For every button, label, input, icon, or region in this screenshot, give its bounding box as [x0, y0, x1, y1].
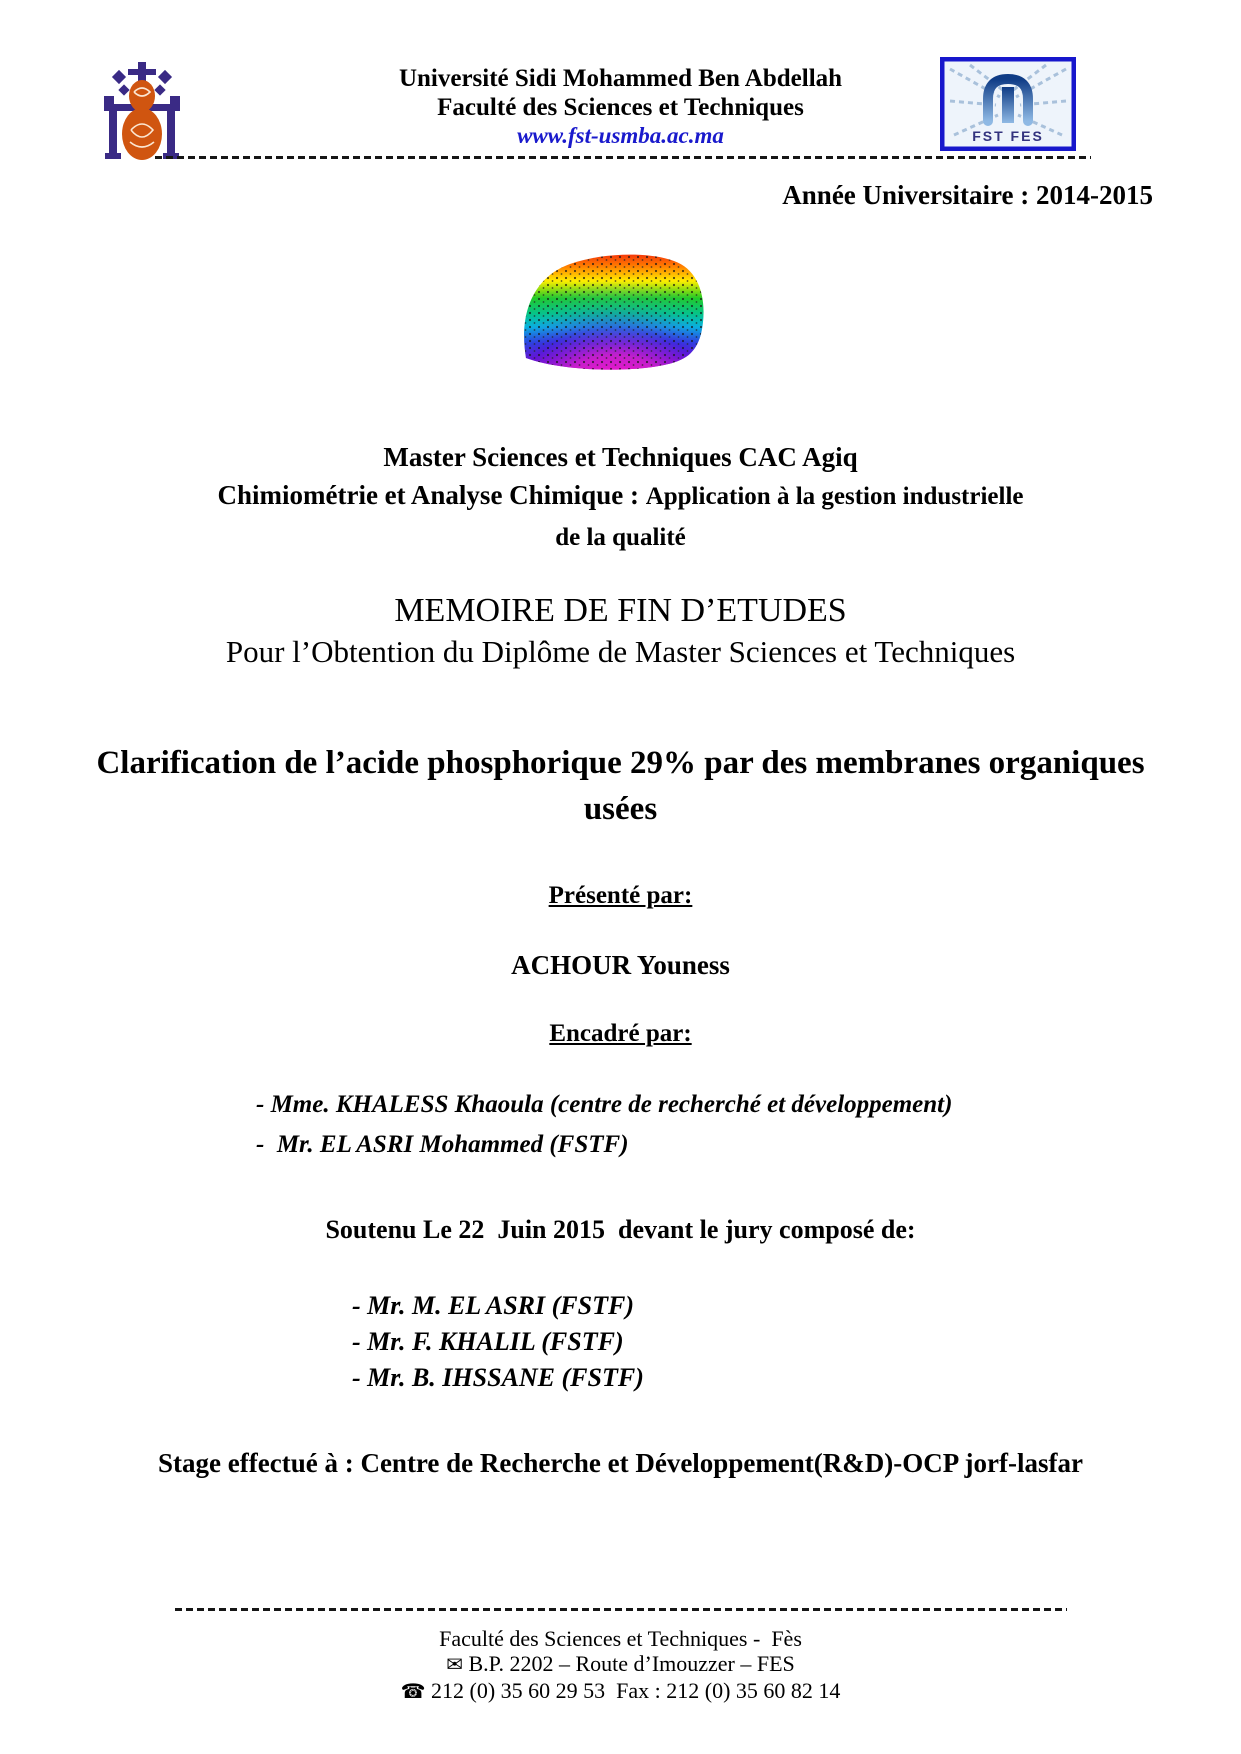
supervisor-item: - Mr. EL ASRI Mohammed (FSTF) — [256, 1131, 629, 1158]
author-name: ACHOUR Youness — [511, 950, 730, 980]
header-divider — [155, 156, 1091, 159]
program-specialty-tail: de la qualité — [555, 524, 686, 551]
fst-fes-logo-graphic — [940, 57, 1076, 151]
university-name: Université Sidi Mohammed Ben Abdellah — [398, 65, 843, 92]
mail-icon: ✉ — [446, 1654, 463, 1676]
thesis-title-block — [0, 740, 1241, 832]
faculty-name: Faculté des Sciences et Techniques — [437, 94, 804, 121]
memoire-heading: MEMOIRE DE FIN D’ETUDES — [394, 592, 847, 629]
defense-statement: Soutenu Le 22 Juin 2015 devant le jury composé de: — [325, 1215, 916, 1244]
rainbow-3d-surface-graphic — [510, 248, 718, 380]
footer-faculty-line: Faculté des Sciences et Techniques - Fès — [439, 1626, 802, 1651]
program-specialty-strong: Chimiométrie et Analyse Chimique : — [217, 480, 646, 510]
program-name: Master Sciences et Techniques CAC Agiq — [383, 442, 858, 472]
supervisor-item: - Mme. KHALESS Khaoula (centre de recherché et développement) — [256, 1091, 953, 1118]
footer-address-text: B.P. 2202 – Route d’Imouzzer – FES — [468, 1651, 795, 1676]
fst-fes-logo — [940, 57, 1076, 151]
footer-divider — [175, 1608, 1067, 1611]
jury-member: - Mr. B. IHSSANE (FSTF) — [352, 1363, 644, 1392]
presented-by-heading: Présenté par: — [548, 882, 693, 909]
memoire-subheading: Pour l’Obtention du Diplôme de Master Sciences et Techniques — [225, 634, 1016, 669]
footer-phone-line — [0, 1678, 1241, 1705]
footer-address-line — [0, 1651, 1241, 1678]
surface-plot-image — [510, 248, 718, 380]
academic-year: Année Universitaire : 2014-2015 — [782, 180, 1153, 210]
website-link[interactable]: www.fst-usmba.ac.ma — [517, 123, 724, 148]
program-specialty-rest: Application à la gestion industrielle — [645, 483, 1024, 510]
memoire-block — [0, 590, 1241, 672]
footer-block — [0, 1626, 1241, 1705]
jury-member: - Mr. F. KHALIL (FSTF) — [352, 1327, 624, 1356]
program-title-block — [0, 438, 1241, 557]
internship-statement: Stage effectué à : Centre de Recherche et Développement(R&D)-OCP jorf-lasfar — [158, 1448, 1083, 1478]
jury-list — [352, 1288, 644, 1396]
supervised-by-heading-row — [0, 1020, 1241, 1048]
presented-by-heading-row — [0, 882, 1241, 910]
supervisor-list — [256, 1085, 952, 1165]
supervised-by-heading: Encadré par: — [549, 1020, 692, 1047]
thesis-title: Clarification de l’acide phosphorique 29% par des membranes organiques usées — [96, 745, 1145, 827]
fst-fes-logo-label: FST FES — [972, 128, 1044, 144]
footer-phone-text: 212 (0) 35 60 29 53 Fax : 212 (0) 35 60 82 14 — [431, 1678, 841, 1703]
jury-member: - Mr. M. EL ASRI (FSTF) — [352, 1291, 634, 1320]
phone-icon: ☎ — [400, 1681, 426, 1703]
program-specialty — [0, 476, 1241, 519]
